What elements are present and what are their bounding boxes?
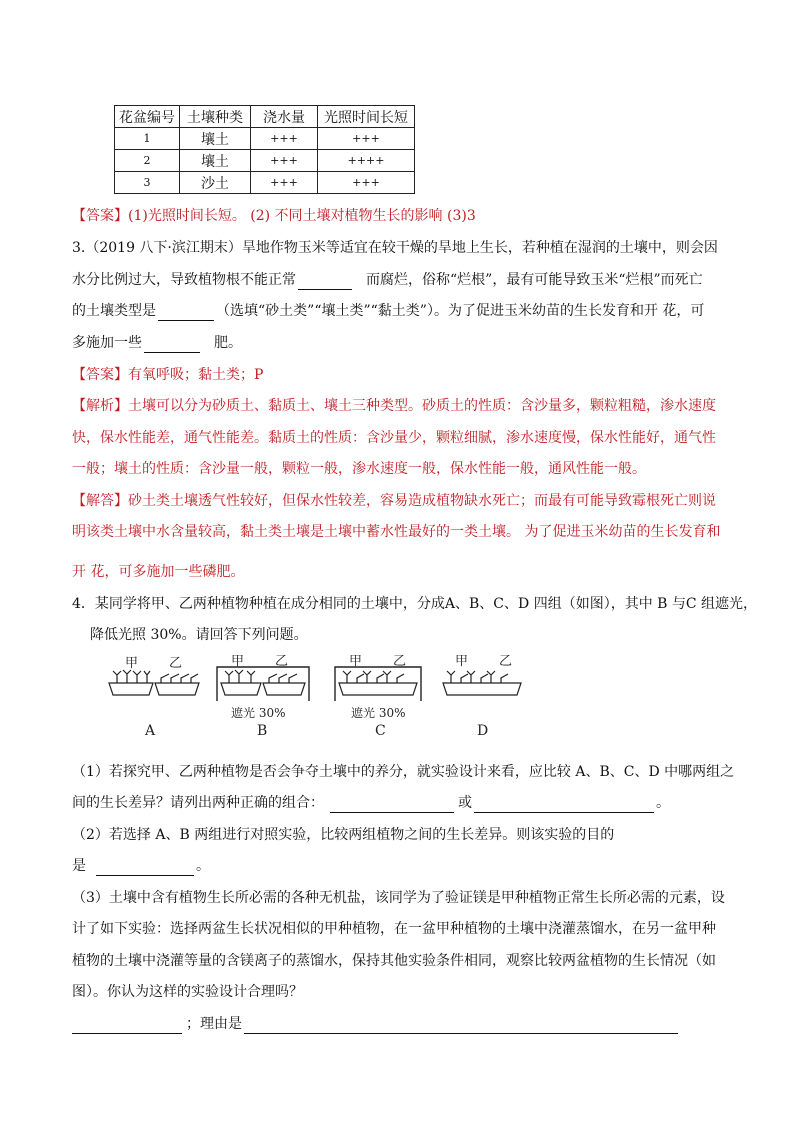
question-text: 的土壤类型是 (72, 303, 156, 319)
solution-tag: 【解答】 (72, 493, 128, 509)
solution-3-line: 开 花，可多施加一些磷肥。 (72, 564, 245, 580)
group-label: D (477, 723, 489, 739)
label-yi: 乙 (169, 656, 183, 671)
plant-jia-icon (343, 671, 391, 683)
question-text: 或 (458, 795, 472, 811)
table-cell: ++++ (318, 150, 415, 172)
group-b (217, 655, 309, 739)
analysis-3-line: 一般；壤土的性质：含沙量一般，颗粒一般，渗水速度一般，保水性能一般，通风性能一般。 (72, 461, 646, 477)
table-header-cell: 花盆编号 (115, 106, 180, 128)
label-yi: 乙 (499, 655, 513, 669)
answer-blank[interactable] (474, 796, 654, 813)
pot-mixed (443, 683, 521, 695)
answer-text: 有氧呼吸；黏土类；P (128, 367, 264, 383)
question-3-line: 3.（2019 八下·滨江期末）旱地作物玉米等适宜在较干燥的旱地上生长，若种植在湿润的土壤中，则会因 (72, 240, 718, 256)
question-4-line: 降低光照 30%。请回答下列问题。 (90, 627, 308, 643)
label-jia: 甲 (231, 655, 245, 669)
table-cell: 壤土 (180, 128, 251, 150)
question-text: 肥。 (214, 335, 242, 351)
table-cell: 沙土 (180, 172, 251, 194)
answer-blank[interactable] (298, 273, 352, 290)
question-text: 是 (72, 858, 86, 874)
question-3-line (72, 333, 242, 353)
table-cell: 3 (115, 172, 180, 194)
answer-blank[interactable] (72, 1017, 182, 1034)
answer-blank[interactable] (158, 304, 214, 321)
pot-mixed (339, 683, 417, 695)
answer-blank[interactable] (96, 859, 194, 876)
shade-label: 遮光 30% (231, 706, 286, 720)
pot-jia (109, 683, 153, 695)
question-4-2-line (72, 856, 210, 876)
plant-yi-icon (357, 674, 404, 683)
table-row (115, 150, 415, 172)
group-c (335, 655, 421, 739)
plant-groups-diagram (105, 655, 525, 743)
group-label: A (145, 723, 156, 739)
table-row (115, 128, 415, 150)
question-3-line (72, 301, 704, 321)
plant-jia-icon (113, 670, 150, 683)
question-4-3-line (72, 1014, 678, 1034)
table-header-cell: 浇水量 (251, 106, 318, 128)
label-yi: 乙 (275, 655, 289, 669)
table-cell: 壤土 (180, 150, 251, 172)
table-cell: +++ (318, 172, 415, 194)
answer-blank[interactable] (330, 796, 454, 813)
table-cell: +++ (318, 128, 415, 150)
label-yi: 乙 (393, 655, 407, 669)
answer-3 (72, 365, 263, 385)
question-text: 。 (196, 858, 210, 874)
analysis-tag: 【解析】 (72, 398, 128, 414)
group-label: B (257, 723, 268, 739)
experiment-table (114, 105, 415, 194)
question-4-3-line: 图）。你认为这样的实验设计合理吗？ (72, 984, 303, 1000)
label-jia: 甲 (455, 655, 469, 669)
plant-yi-icon (161, 674, 198, 683)
shade-label: 遮光 30% (351, 706, 406, 720)
pot-yi (263, 683, 305, 695)
answer-blank[interactable] (244, 1017, 678, 1034)
analysis-3-line (72, 396, 716, 416)
question-4-3-line: （3）土壤中含有植物生长所必需的各种无机盐，该同学为了验证镁是甲种植物正常生长所必需的元素，设 (72, 890, 725, 906)
label-jia: 甲 (349, 655, 363, 669)
pot-yi (155, 683, 199, 695)
table-header-row (115, 106, 415, 128)
question-text: 水分比例过大，导致植物根不能正常 (72, 272, 296, 288)
question-text: 间的生长差异？请列出两种正确的组合： (72, 795, 324, 811)
table-header-cell: 光照时间长短 (318, 106, 415, 128)
solution-text: 砂土类土壤透气性较好，但保水性较差，容易造成植物缺水死亡；而最有可能导致霉根死亡则说 (128, 493, 716, 509)
plant-yi-icon (269, 674, 297, 683)
analysis-3-line: 快，保水性能差，通气性能差。黏质土的性质：含沙量少，颗粒细腻，渗水速度慢，保水性能好，通气性 (72, 430, 716, 446)
question-text: 而腐烂，俗称“烂根”，最有可能导致玉米“烂根”而死亡 (366, 272, 703, 288)
table-cell: 1 (115, 128, 180, 150)
question-4-3-line: 植物的土壤中浇灌等量的含镁离子的蒸馏水，保持其他实验条件相同，观察比较两盆植物的生长情况（如 (72, 953, 716, 969)
solution-3-line: 明该类土壤中水含量较高，黏土类土壤是土壤中蓄水性最好的一类土壤。 为了促进玉米幼苗的生长发育和 (72, 524, 721, 540)
shade-cover (335, 667, 421, 701)
question-text: ；理由是 (186, 1016, 242, 1032)
table-cell: +++ (251, 150, 318, 172)
solution-3-line (72, 491, 716, 511)
question-4-line: 4．某同学将甲、乙两种植物种植在成分相同的土壤中，分成A、B、C、D 四组（如图），其中 B 与C 组遮光， (72, 596, 758, 612)
question-text: 多施加一些 (72, 335, 142, 351)
answer-text: (1)光照时间长短。 (2) 不同土壤对植物生长的影响 (3)3 (128, 208, 476, 224)
table-cell: +++ (251, 172, 318, 194)
plant-groups-figure (105, 655, 525, 743)
question-4-3-line: 计了如下实验：选择两盆生长状况相似的甲种植物，在一盆甲种植物的土壤中浇灌蒸馏水，在另一盆甲种 (72, 921, 716, 937)
table-row (115, 172, 415, 194)
answer-tag: 【答案】 (72, 208, 128, 224)
question-4-2-line: （2）若选择 A、B 两组进行对照实验，比较两组植物之间的生长差异。则该实验的目的 (72, 827, 615, 843)
group-label: C (375, 723, 386, 739)
table-cell: 2 (115, 150, 180, 172)
question-3-line (72, 270, 703, 290)
answer-tag: 【答案】 (72, 367, 128, 383)
table-header-cell: 土壤种类 (180, 106, 251, 128)
question-text: （选填“砂土类”“壤土类”“黏土类”）。为了促进玉米幼苗的生长发育和开 花，可 (216, 303, 705, 319)
table-cell: +++ (251, 128, 318, 150)
answer-blank[interactable] (144, 336, 200, 353)
plant-jia-icon (225, 670, 255, 683)
analysis-text: 土壤可以分为砂质土、黏质土、壤土三种类型。砂质土的性质：含沙量多，颗粒粗糙，渗水速度 (128, 398, 716, 414)
answer-1 (72, 206, 476, 226)
group-a (109, 656, 199, 739)
plant-yi-icon (461, 674, 508, 683)
group-d (443, 655, 521, 739)
question-text: 。 (656, 795, 670, 811)
label-jia: 甲 (125, 656, 139, 671)
pot-jia (221, 683, 261, 695)
plant-jia-icon (447, 671, 495, 683)
question-4-1-line: （1）若探究甲、乙两种植物是否会争夺土壤中的养分，就实验设计来看，应比较 A、B、C、D 中哪两组之 (72, 764, 735, 780)
question-4-1-line (72, 793, 670, 813)
